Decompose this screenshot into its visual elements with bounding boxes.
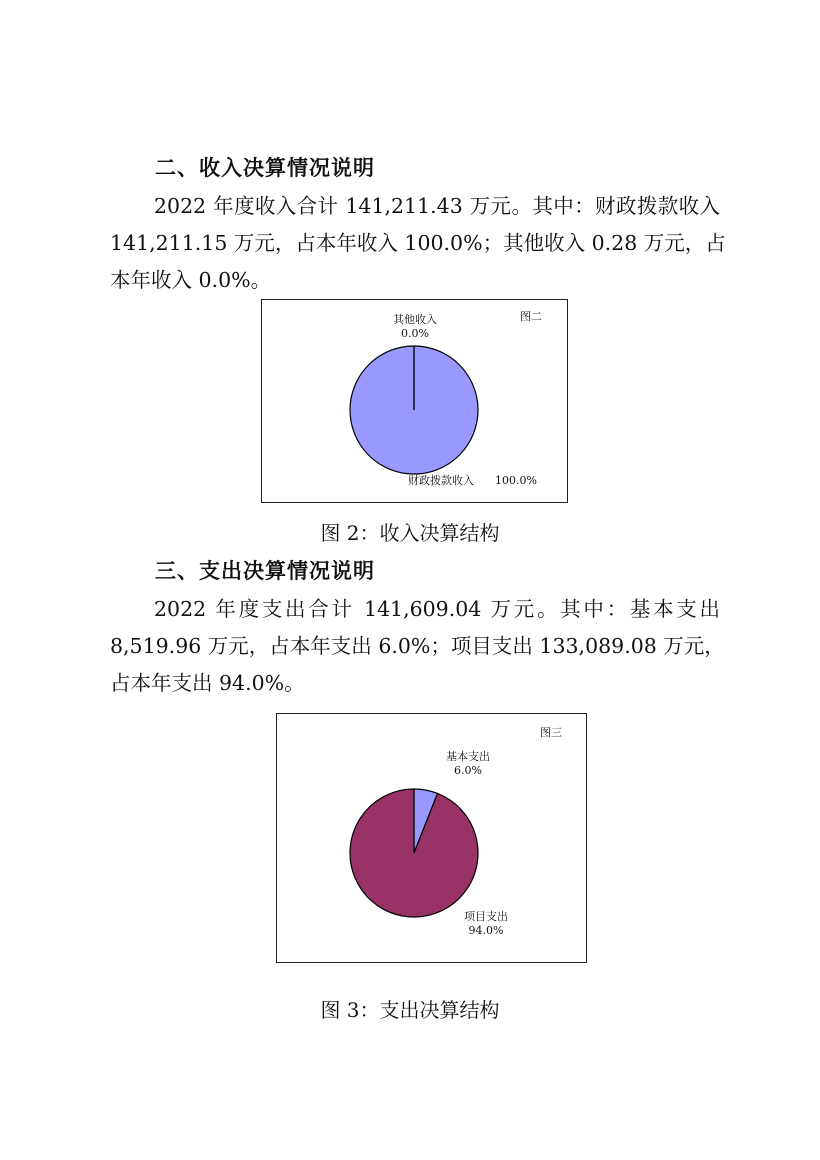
section3-heading: 三、支出决算情况说明	[155, 559, 375, 583]
section2-paragraph	[110, 188, 726, 299]
fiscal-income-name: 财政拨款收入	[408, 474, 474, 487]
section2-line-3: 本年收入 0.0%。	[110, 268, 272, 292]
project-expense-percent: 94.0%	[468, 924, 504, 937]
figure2-tag: 图二	[520, 310, 542, 323]
basic-expense-label	[433, 750, 503, 778]
project-expense-label	[451, 910, 521, 938]
section3-paragraph	[110, 591, 725, 702]
section2-heading: 二、收入决算情况说明	[155, 156, 375, 180]
income-pie-figure	[261, 299, 568, 503]
figure2-caption: 图 2：收入决算结构	[320, 521, 500, 545]
other-income-label	[380, 313, 450, 341]
other-income-name: 其他收入	[393, 313, 437, 326]
fiscal-income-percent: 100.0%	[495, 474, 537, 487]
expense-pie-chart	[277, 714, 586, 962]
section2-line-1: 2022 年度收入合计 141,211.43 万元。其中：财政拨款收入	[154, 194, 720, 218]
figure3-caption: 图 3：支出决算结构	[320, 998, 500, 1022]
section2-line-2: 141,211.15 万元，占本年收入 100.0%；其他收入 0.28 万元，占	[110, 231, 726, 255]
section3-line-1: 2022 年度支出合计 141,609.04 万元。其中：基本支出	[154, 597, 720, 621]
basic-expense-percent: 6.0%	[454, 764, 482, 777]
pie-slice-project-expense	[350, 789, 478, 917]
figure3-tag: 图三	[540, 726, 562, 739]
basic-expense-name: 基本支出	[446, 750, 490, 763]
fiscal-income-label	[408, 474, 537, 488]
section3-line-2: 8,519.96 万元，占本年支出 6.0%；项目支出 133,089.08 万元，	[110, 634, 725, 658]
project-expense-name: 项目支出	[464, 910, 508, 923]
section3-line-3: 占本年支出 94.0%。	[110, 671, 305, 695]
expense-pie-figure	[276, 713, 587, 963]
other-income-percent: 0.0%	[401, 327, 429, 340]
